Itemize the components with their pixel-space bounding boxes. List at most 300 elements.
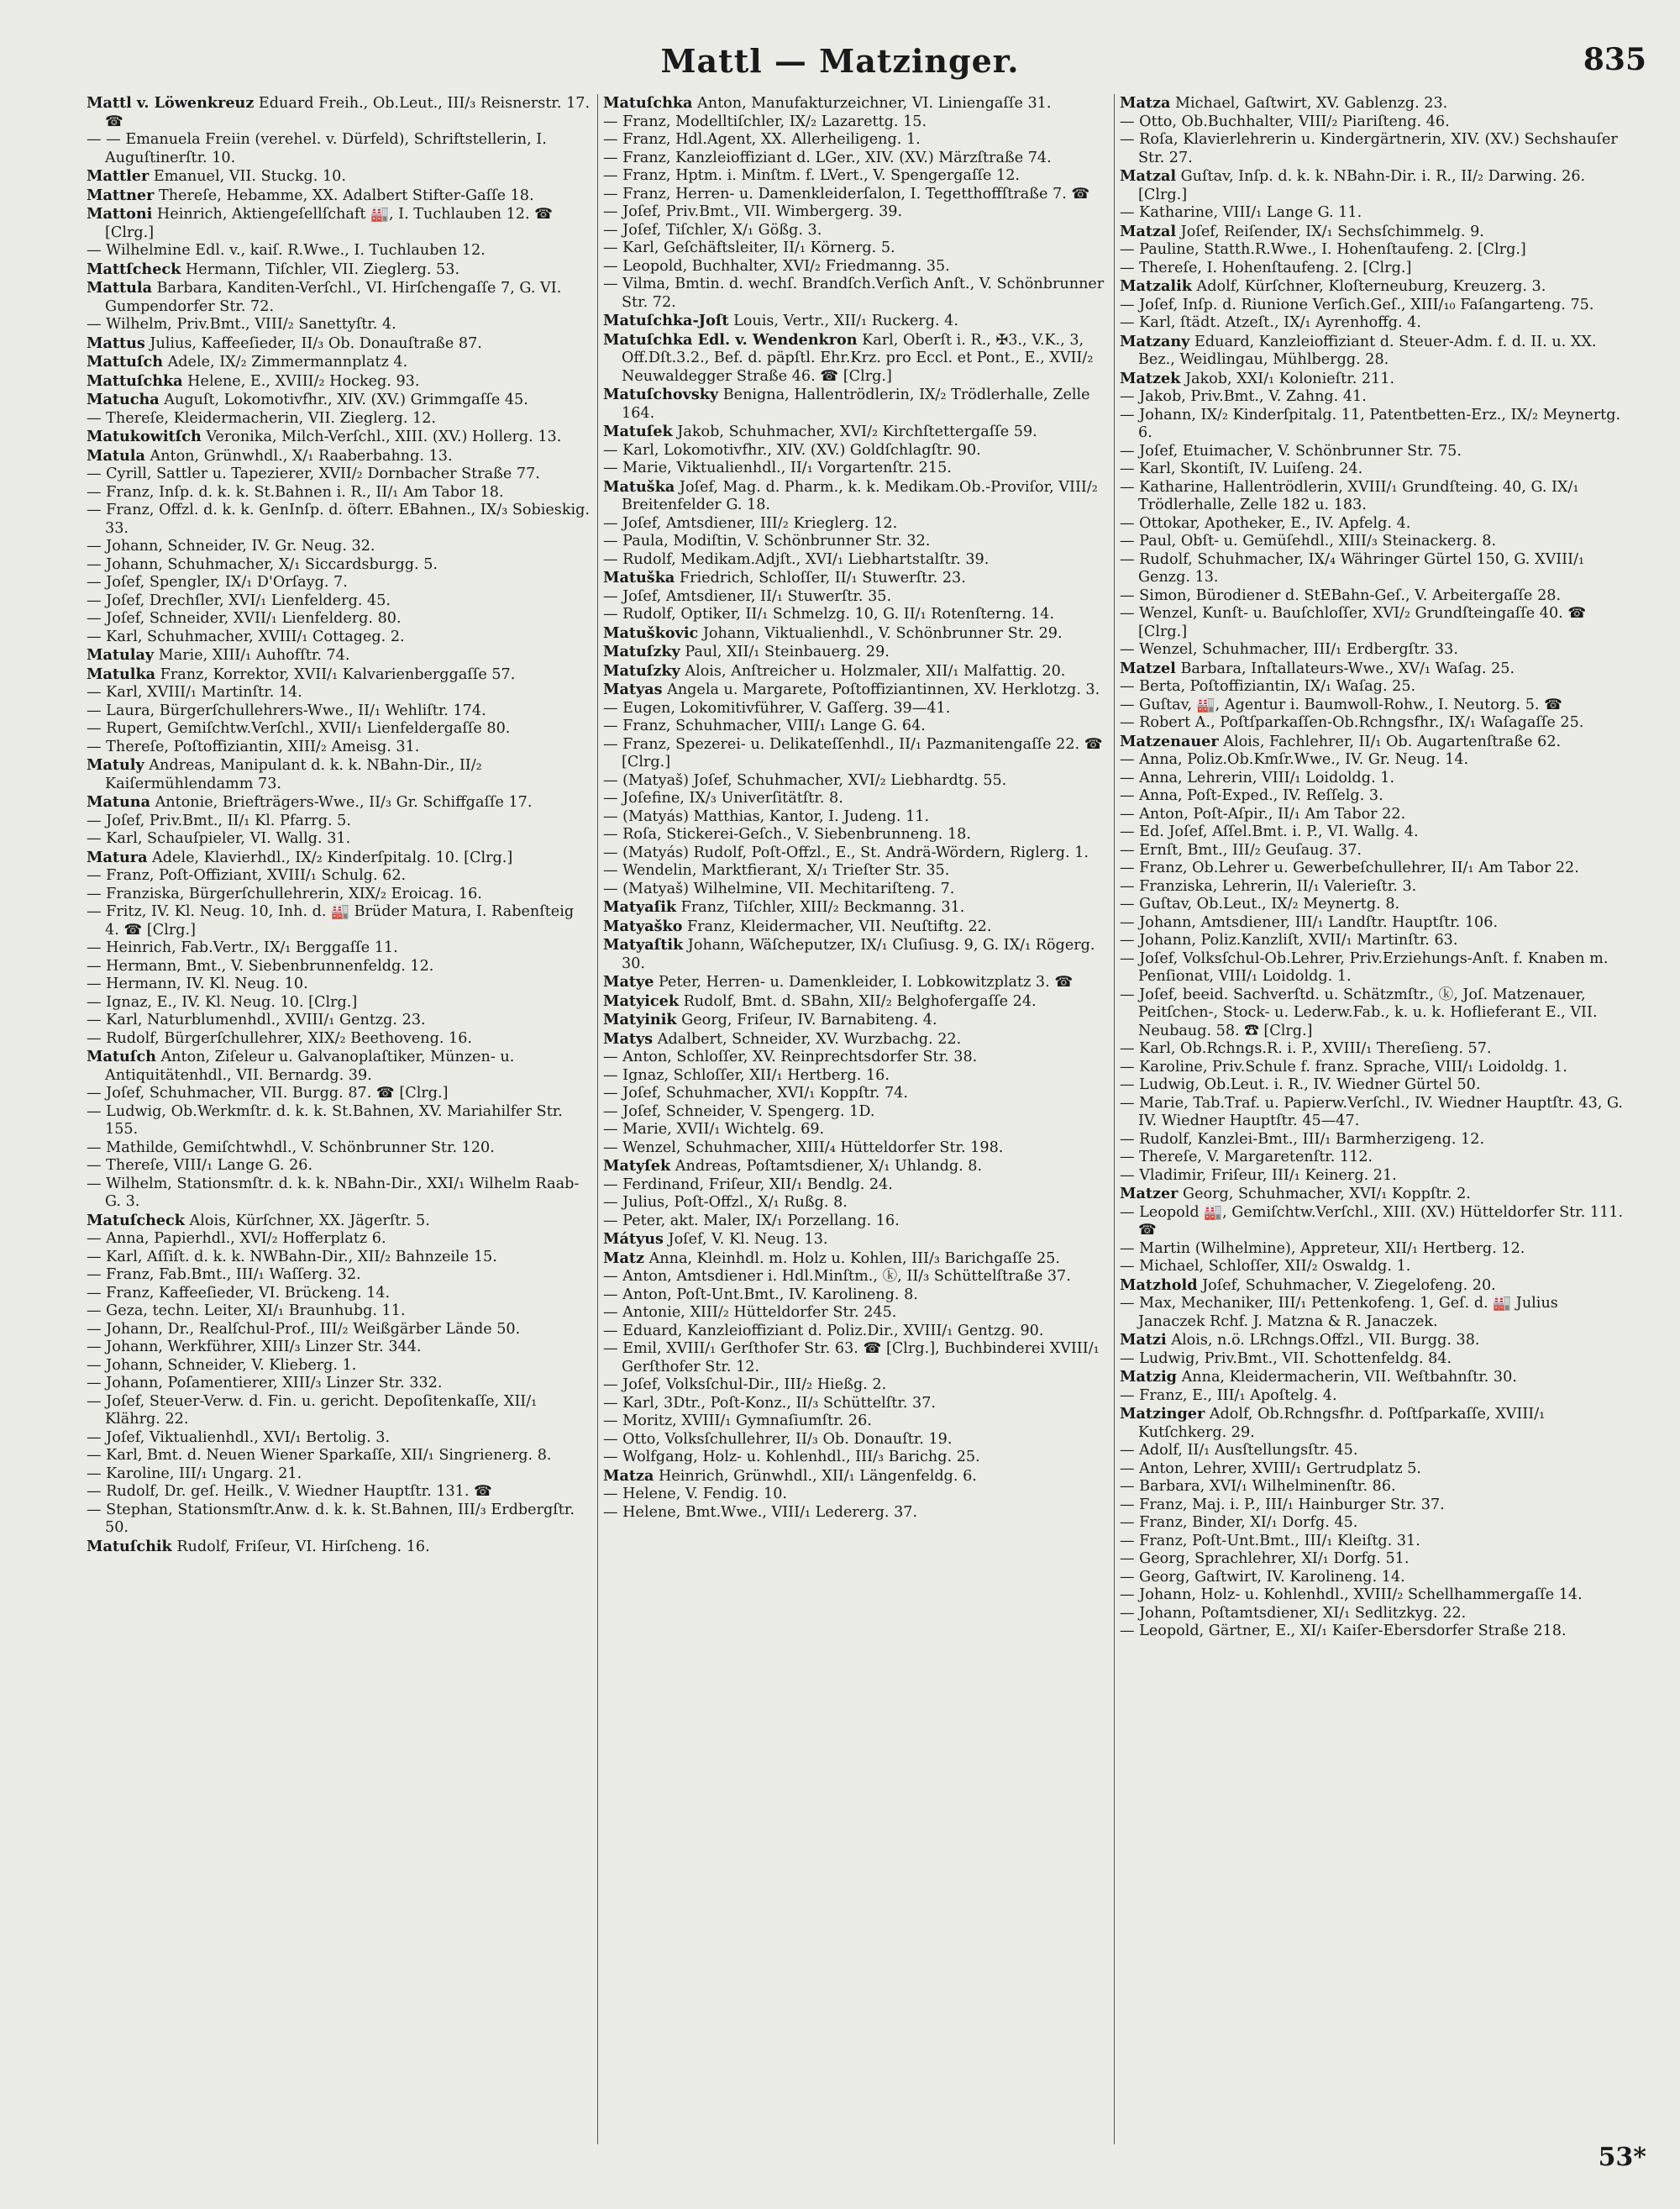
entry-text: — Anna, Poſt-Exped., IV. Reſſelg. 3. — [1120, 787, 1383, 804]
directory-entry — [603, 1011, 1107, 1030]
entry-text: — Eugen, Lokomitivführer, V. Gaſſerg. 39—41. — [603, 699, 951, 717]
directory-entry — [87, 353, 591, 372]
directory-entry — [87, 1176, 591, 1212]
directory-columns — [0, 94, 1680, 2144]
entry-text: Anton, Grünwhdl., X/₁ Raaberbahng. 13. — [144, 447, 453, 465]
entry-text: — Cyrill, Sattler u. Tapezierer, XVII/₂ Dornbacher Straße 77. — [87, 465, 540, 482]
entry-text: — Joſef, Volksſchul-Ob.Lehrer, Priv.Erziehungs-Anſt. f. Knaben m. Penſionat, VIII/₁ Loidoldg. 1. — [1120, 949, 1609, 985]
directory-entry — [87, 994, 591, 1012]
directory-entry — [603, 736, 1107, 772]
surname-heading: Matulka — [87, 665, 156, 683]
entry-text: Peter, Herren- u. Damenkleider, I. Lobkowitzplatz 3. ☎ — [654, 974, 1074, 991]
directory-entry — [603, 1340, 1107, 1376]
entry-text: — Anton, Amtsdiener i. Hdl.Minſtm., ⓚ, II/₃ Schüttelſtraße 37. — [603, 1268, 1071, 1285]
entry-text: — Franz, Hptm. i. Minſtm. f. LVert., V. Spengergaſſe 12. — [603, 167, 1020, 184]
directory-entry — [1120, 714, 1624, 733]
directory-entry — [87, 646, 591, 665]
entry-text: — Joſef, Etuimacher, V. Schönbrunner Str. 75. — [1120, 442, 1462, 460]
entry-text: — Eduard, Kanzleioffiziant d. Poliz.Dir., XVIII/₁ Gentzg. 90. — [603, 1322, 1044, 1339]
directory-entry — [87, 260, 591, 280]
directory-entry — [603, 973, 1107, 992]
directory-entry — [87, 1357, 591, 1375]
directory-entry — [87, 1302, 591, 1321]
directory-entry — [1120, 1204, 1624, 1240]
entry-text: — Hermann, Bmt., V. Siebenbrunnenfeldg. 12. — [87, 957, 434, 975]
directory-entry — [87, 1339, 591, 1357]
entry-text: Adele, IX/₂ Zimmermannplatz 4. — [163, 354, 408, 371]
entry-text: — Simon, Bürodiener d. StEBahn-Geſ., V. Arbeitergaſſe 28. — [1120, 586, 1562, 604]
directory-entry — [603, 1486, 1107, 1504]
surname-heading: Matuška — [603, 477, 675, 496]
entry-text: — Franz, Maj. i. P., III/₁ Hainburger Str. 37. — [1120, 1496, 1445, 1513]
directory-entry — [87, 428, 591, 447]
entry-text: Alois, Anſtreicher u. Holzmaler, XII/₁ Malfattig. 20. — [680, 662, 1066, 680]
directory-entry — [1120, 1533, 1624, 1551]
surname-heading: Matula — [87, 446, 145, 465]
surname-heading: Matzany — [1120, 332, 1190, 350]
surname-heading: Matuſchka-Joſt — [603, 312, 729, 329]
surname-heading: Mátyus — [603, 1230, 664, 1248]
entry-text: — Rudolf, Optiker, II/₁ Schmelzg. 10, G. II/₁ Rotenſterng. 14. — [603, 606, 1055, 623]
directory-entry — [603, 386, 1107, 423]
directory-entry — [87, 167, 591, 187]
directory-entry — [603, 1230, 1107, 1249]
directory-entry — [603, 844, 1107, 863]
entry-text: — Anna, Lehrerin, VIII/₁ Loidoldg. 1. — [1120, 769, 1395, 786]
entry-text: — Joſef, Steuer-Verw. d. Fin. u. gericht. Depoſitenkaſſe, XII/₁ Klährg. 22. — [87, 1392, 538, 1428]
surname-heading: Matyinik — [603, 1011, 677, 1028]
directory-entry — [1120, 950, 1624, 986]
entry-text: Antonie, Briefträgers-Wwe., II/₃ Gr. Schiffgaſſe 17. — [150, 794, 533, 811]
surname-heading: Matza — [603, 1466, 654, 1485]
entry-text: Johann, Wäſcheputzer, IX/₁ Cluſiusg. 9, G. IX/₁ Rögerg. 30. — [622, 937, 1095, 972]
surname-heading: Matzinger — [1120, 1405, 1205, 1423]
entry-text: — Anton, Poſt-Aſpir., II/₁ Am Tabor 22. — [1120, 805, 1406, 823]
entry-text: — Franz, Schuhmacher, VIII/₁ Lange G. 64. — [603, 718, 926, 734]
entry-text: Andreas, Manipulant d. k. k. NBahn-Dir., II/₂ Kaiſermühlendamm 73. — [105, 757, 482, 792]
entry-text: — Ludwig, Ob.Leut. i. R., IV. Wiedner Gürtel 50. — [1120, 1076, 1481, 1093]
entry-text: — Johann, Poliz.Kanzliſt, XVII/₁ Martinſtr. 63. — [1120, 932, 1458, 949]
entry-text: — Paula, Modiſtin, V. Schönbrunner Str. 32. — [603, 533, 931, 550]
directory-entry — [1120, 1295, 1624, 1331]
entry-text: Auguſt, Lokomotivfhr., XIV. (XV.) Grimmgaſſe 45. — [159, 392, 528, 408]
entry-text: — Geza, techn. Leiter, XI/₁ Braunhubg. 11. — [87, 1302, 406, 1319]
column-left — [87, 94, 591, 2144]
directory-entry — [87, 813, 591, 831]
entry-text: — Karl, Schauſpieler, VI. Wallg. 31. — [87, 830, 351, 847]
entry-text: — Joſef, Priv.Bmt., II/₁ Kl. Pfarrg. 5. — [87, 812, 351, 829]
entry-text: — Karl, Bmt. d. Neuen Wiener Sparkaſſe, XII/₁ Singrienerg. 8. — [87, 1447, 552, 1464]
surname-heading: Matuſch — [87, 1048, 156, 1065]
directory-entry — [1120, 1569, 1624, 1587]
surname-heading: Matuškovic — [603, 623, 699, 642]
entry-text: Barbara, Inſtallateurs-Wwe., XV/₁ Waſag. 25. — [1175, 660, 1515, 677]
entry-text: — Wolfgang, Holz- u. Kohlenhdl., III/₃ Barichg. 25. — [603, 1449, 980, 1465]
entry-text: Marie, XIII/₁ Auhofſtr. 74. — [154, 647, 350, 664]
directory-entry — [603, 478, 1107, 515]
directory-entry — [87, 574, 591, 592]
surname-heading: Matzalik — [1120, 277, 1192, 295]
page-number: 835 — [1583, 42, 1646, 77]
surname-heading: Matyaško — [603, 917, 683, 935]
entry-text: — Joſef, Inſp. d. Riunione Verſich.Geſ., XIII/₁₀ Faſangarteng. 75. — [1120, 296, 1594, 313]
entry-text: Julius, Kaffeeſieder, II/₃ Ob. Donauſtraße 87. — [144, 334, 482, 352]
entry-text: Heinrich, Aktiengeſellſchaft 🏭, I. Tuchlauben 12. ☎ [Clrg.] — [105, 206, 554, 241]
directory-entry — [1120, 1460, 1624, 1479]
entry-text: — Franz, Hdl.Agent, XX. Allerheiligeng. 1. — [603, 131, 921, 148]
directory-entry — [87, 372, 591, 392]
directory-entry — [603, 772, 1107, 791]
entry-text: — Johann, Schneider, V. Klieberg. 1. — [87, 1356, 357, 1374]
directory-entry — [603, 569, 1107, 588]
directory-entry — [87, 592, 591, 611]
directory-entry — [87, 756, 591, 793]
entry-text: Anna, Kleinhdl. m. Holz u. Kohlen, III/₃ Barichgaſſe 25. — [644, 1249, 1060, 1267]
entry-text: — Wenzel, Kunſt- u. Bauſchloſſer, XVI/₂ Grundſteingaſſe 40. ☎ [Clrg.] — [1120, 605, 1587, 640]
directory-entry — [603, 1376, 1107, 1395]
directory-entry — [1120, 823, 1624, 842]
directory-entry — [603, 1249, 1107, 1269]
directory-entry — [1120, 1623, 1624, 1641]
entry-text: — Johann, Amtsdiener, III/₁ Landſtr. Hauptſtr. 106. — [1120, 913, 1499, 931]
entry-text: Alois, n.ö. LRchngs.Offzl., VII. Burgg. 38. — [1166, 1332, 1480, 1349]
directory-entry — [87, 1447, 591, 1465]
entry-text: Thereſe, Hebamme, XX. Adalbert Stifter-Gaſſe 18. — [154, 187, 534, 204]
directory-entry — [87, 939, 591, 958]
directory-entry — [603, 643, 1107, 662]
entry-text: — Thereſe, Poſtoffiziantin, XIII/₂ Ameisg. 31. — [87, 738, 420, 755]
surname-heading: Mattner — [87, 186, 155, 204]
directory-entry — [603, 1504, 1107, 1523]
entry-text: — Fritz, IV. Kl. Neug. 10, Inh. d. 🏭 Brüder Matura, I. Rabenſteig 4. ☎ [Clrg.] — [87, 903, 575, 939]
directory-entry — [1120, 443, 1624, 461]
entry-text: — Karl, Skontiſt, IV. Luiſeng. 24. — [1120, 460, 1363, 477]
directory-entry — [87, 1212, 591, 1231]
directory-entry — [603, 898, 1107, 918]
entry-text: — Karl, Aſſiſt. d. k. k. NWBahn-Dir., XII/₂ Bahnzeile 15. — [87, 1248, 497, 1265]
directory-entry — [87, 1157, 591, 1176]
directory-entry — [1120, 1514, 1624, 1533]
directory-entry — [1120, 806, 1624, 824]
directory-entry — [603, 1449, 1107, 1467]
entry-text: — Johann, Werkführer, XIII/₃ Linzer Str. 344. — [87, 1339, 422, 1355]
entry-text: — Joſef, Volksſchul-Dir., III/₂ Hießg. 2. — [603, 1376, 887, 1393]
surname-heading: Mattler — [87, 167, 150, 185]
directory-entry — [1120, 1149, 1624, 1167]
column-middle — [603, 94, 1107, 2144]
entry-text: — Joſefine, IX/₃ Univerſitätſtr. 8. — [603, 790, 843, 807]
surname-heading: Matzi — [1120, 1331, 1167, 1349]
entry-text: — Franz, Kaffeeſieder, VI. Brückeng. 14. — [87, 1284, 391, 1302]
surname-heading: Matuſek — [603, 423, 673, 440]
surname-heading: Matuſchovsky — [603, 386, 719, 403]
entry-text: — Wendelin, Marktfierant, X/₁ Trieſter Str. 35. — [603, 862, 950, 879]
entry-text: Louis, Vertr., XII/₁ Ruckerg. 4. — [728, 313, 958, 329]
entry-text: — Anna, Papierhdl., XVI/₂ Hofferplatz 6. — [87, 1230, 386, 1247]
directory-entry — [603, 94, 1107, 113]
entry-text: — Berta, Poſtoffiziantin, IX/₁ Waſag. 25. — [1120, 678, 1416, 695]
entry-text: — Antonie, XIII/₂ Hütteldorfer Str. 245. — [603, 1304, 897, 1321]
directory-entry — [87, 629, 591, 647]
directory-entry — [87, 94, 591, 131]
entry-text: — Ignaz, Schloſſer, XII/₁ Hertberg. 16. — [603, 1066, 890, 1084]
entry-text: — Martin (Wilhelmine), Appreteur, XII/₁ Hertberg. 12. — [1120, 1239, 1525, 1257]
directory-entry — [603, 1412, 1107, 1431]
entry-text: — Ed. Joſef, Aſſel.Bmt. i. P., VI. Wallg. 4. — [1120, 823, 1419, 840]
entry-text: — Otto, Volksſchullehrer, II/₃ Ob. Donauſtr. 19. — [603, 1430, 953, 1448]
entry-text: — Karl, XVIII/₁ Martinſtr. 14. — [87, 684, 302, 701]
directory-entry — [1120, 314, 1624, 333]
entry-text: — Franz, Binder, XI/₁ Dorfg. 45. — [1120, 1514, 1358, 1531]
surname-heading: Matyaſtik — [603, 936, 684, 954]
column-right — [1120, 94, 1624, 2144]
directory-entry — [1120, 678, 1624, 697]
directory-entry — [1120, 1059, 1624, 1077]
entry-text: Rudolf, Bmt. d. SBahn, XII/₂ Belghofergaſſe 24. — [679, 992, 1037, 1010]
surname-heading: Matzek — [1120, 369, 1181, 387]
directory-entry — [1120, 479, 1624, 515]
entry-text: Anton, Ziſeleur u. Galvanoplaſtiker, Münzen- u. Antiquitätenhdl., VII. Bernardg. 39. — [105, 1049, 515, 1084]
entry-text: — Helene, Bmt.Wwe., VIII/₁ Ledererg. 37. — [603, 1503, 918, 1521]
directory-entry — [1120, 1368, 1624, 1387]
directory-entry — [87, 1012, 591, 1030]
entry-text: — (Matyás) Matthias, Kantor, I. Judeng. 11. — [603, 807, 930, 825]
directory-entry — [603, 1395, 1107, 1413]
directory-entry — [87, 205, 591, 242]
directory-entry — [1120, 787, 1624, 806]
entry-text: — Wenzel, Schuhmacher, XIII/₄ Hütteldorfer Str. 198. — [603, 1139, 1004, 1156]
entry-text: Angela u. Margarete, Poſtoffiziantinnen, XV. Herklotzg. 3. — [662, 681, 1100, 698]
entry-text: — Joſef, Amtsdiener, II/₁ Stuwerſtr. 35. — [603, 587, 892, 605]
surname-heading: Matuſchik — [87, 1537, 172, 1555]
entry-text: — Karl, Geſchäftsleiter, II/₁ Körnerg. 5. — [603, 239, 895, 256]
surname-heading: Matuška — [603, 569, 675, 586]
directory-entry — [87, 556, 591, 575]
directory-entry — [87, 1139, 591, 1158]
directory-entry — [603, 718, 1107, 736]
entry-text: Eduard Freih., Ob.Leut., III/₃ Reisnerstr. 17. ☎ — [105, 95, 591, 130]
entry-text: Georg, Schuhmacher, XVI/₁ Koppſtr. 2. — [1178, 1186, 1471, 1202]
entry-text: Veronika, Milch-Verſchl., XIII. (XV.) Hollerg. 13. — [201, 429, 562, 445]
entry-text: — Georg, Sprachlehrer, XI/₁ Dorfg. 51. — [1120, 1550, 1410, 1567]
entry-text: Jakob, XXI/₁ Kolonieſtr. 211. — [1180, 370, 1395, 387]
entry-text: — Johann, Schneider, IV. Gr. Neug. 32. — [87, 538, 375, 555]
directory-entry — [603, 312, 1107, 331]
entry-text: — Rudolf, Bürgerſchullehrer, XIX/₂ Beethoveng. 16. — [87, 1029, 473, 1047]
directory-entry — [603, 1139, 1107, 1158]
entry-text: Friedrich, Schloſſer, II/₁ Stuwerſtr. 23. — [675, 570, 966, 586]
entry-text: Joſef, Schuhmacher, V. Ziegelofeng. 20. — [1197, 1276, 1496, 1294]
entry-text: — Joſef, Schneider, V. Spengerg. 1D. — [603, 1102, 875, 1120]
directory-entry — [603, 551, 1107, 570]
entry-text: — Marie, XVII/₁ Wichtelg. 69. — [603, 1121, 825, 1138]
directory-entry — [603, 1067, 1107, 1086]
entry-text: Franz, Tiſchler, XIII/₂ Beckmanng. 31. — [676, 899, 965, 916]
directory-entry — [1120, 896, 1624, 914]
directory-entry — [1120, 587, 1624, 606]
entry-text: — Joſef, Drechſler, XVI/₁ Lienfelderg. 45. — [87, 592, 391, 609]
entry-text: — Wenzel, Schuhmacher, III/₁ Erdbergſtr. 33. — [1120, 641, 1458, 658]
entry-text: — Anton, Schloſſer, XV. Reinprechtsdorfer Str. 38. — [603, 1049, 978, 1065]
entry-text: — Johann, Holz- u. Kohlenhdl., XVIII/₂ Schellhammergaſſe 14. — [1120, 1586, 1583, 1603]
entry-text: Rudolf, Friſeur, VI. Hirſcheng. 16. — [171, 1538, 430, 1555]
surname-heading: Matuna — [87, 793, 150, 811]
directory-entry — [603, 442, 1107, 460]
surname-heading: Matzer — [1120, 1185, 1179, 1202]
entry-text: — Katharine, Hallentrödlerin, XVIII/₁ Grundſteing. 40, G. IX/₁ Trödlerhalle, Zelle 182 u. 183. — [1120, 478, 1579, 513]
entry-text: — Julius, Poſt-Offzl., X/₁ Rußg. 8. — [603, 1194, 848, 1211]
directory-entry — [603, 662, 1107, 681]
directory-entry — [603, 918, 1107, 937]
directory-entry — [603, 606, 1107, 624]
entry-text: — Helene, V. Fendig. 10. — [603, 1486, 788, 1502]
directory-entry — [603, 862, 1107, 881]
directory-entry — [1120, 551, 1624, 587]
directory-entry — [603, 515, 1107, 534]
entry-text: — Robert A., Poſtſparkaſſen-Ob.Rchngsfhr., IX/₁ Waſagaſſe 25. — [1120, 714, 1584, 731]
directory-entry — [1120, 1095, 1624, 1131]
directory-entry — [1120, 1185, 1624, 1204]
entry-text: — Marie, Tab.Traf. u. Papierw.Verſchl., IV. Wiedner Hauptſtr. 43, G. IV. Wiedner Hauptſtr. 45—47. — [1120, 1094, 1623, 1129]
surname-heading: Matzenauer — [1120, 732, 1219, 750]
directory-entry — [603, 700, 1107, 718]
entry-text: — Rudolf, Schuhmacher, IX/₄ Währinger Gürtel 150, G. XVIII/₁ Genzg. 13. — [1120, 550, 1585, 586]
directory-entry — [87, 867, 591, 886]
directory-entry — [1120, 1442, 1624, 1460]
entry-text: — Moritz, XVIII/₁ Gymnaſiumſtr. 26. — [603, 1412, 872, 1429]
surname-heading: Matzal — [1120, 167, 1177, 185]
entry-text: — Michael, Schloſſer, XII/₂ Oswaldg. 1. — [1120, 1258, 1411, 1275]
directory-entry — [1120, 1076, 1624, 1095]
entry-text: — Franziska, Lehrerin, II/₁ Valerieſtr. 3. — [1120, 877, 1417, 895]
directory-entry — [87, 316, 591, 334]
entry-text: — Rudolf, Medikam.Adjſt., XVI/₁ Liebhartstalſtr. 39. — [603, 550, 990, 568]
surname-heading: Matukowitſch — [87, 428, 202, 445]
surname-heading: Matura — [87, 848, 148, 866]
entry-text: — Marie, Viktualienhdl., II/₁ Vorgartenſtr. 215. — [603, 460, 952, 476]
entry-text: — Roſa, Klavierlehrerin u. Kindergärtnerin, XIV. (XV.) Sechshauſer Str. 27. — [1120, 131, 1618, 166]
directory-entry — [87, 1249, 591, 1267]
directory-entry — [603, 1467, 1107, 1486]
entry-text: — Joſef, Schuhmacher, VII. Burgg. 87. ☎ [Clrg.] — [87, 1085, 449, 1102]
directory-entry — [87, 665, 591, 685]
directory-entry — [87, 1030, 591, 1049]
page-title: Mattl — Matzinger. — [660, 42, 1020, 80]
directory-entry — [1120, 860, 1624, 878]
directory-entry — [1120, 660, 1624, 679]
entry-text: — Ludwig, Priv.Bmt., VII. Schottenfeldg. 84. — [1120, 1349, 1452, 1367]
directory-entry — [603, 1304, 1107, 1323]
surname-heading: Matulay — [87, 646, 155, 664]
directory-entry — [1120, 842, 1624, 860]
directory-entry — [87, 279, 591, 316]
entry-text: Andreas, Poſtamtsdiener, X/₁ Uhlandg. 8. — [670, 1158, 983, 1175]
entry-text: — Ludwig, Ob.Werkmſtr. d. k. k. St.Bahnen, XV. Mariahilfer Str. 155. — [87, 1102, 563, 1138]
entry-text: — Karoline, Priv.Schule f. franz. Sprache, VIII/₁ Loidoldg. 1. — [1120, 1058, 1567, 1076]
entry-text: Franz, Korrektor, XVII/₁ Kalvarienberggaſſe 57. — [155, 665, 516, 683]
surname-heading: Matyicek — [603, 991, 680, 1010]
directory-entry — [1120, 131, 1624, 167]
directory-entry — [603, 1194, 1107, 1212]
entry-text: — Johann, IX/₂ Kinderſpitalg. 11, Patentbetten-Erz., IX/₂ Meynertg. 6. — [1120, 406, 1621, 441]
entry-text: — Leopold, Buchhalter, XVI/₂ Friedmanng. 35. — [603, 257, 950, 275]
entry-text: — (Matyás) Rudolf, Poſt-Offzl., E., St. Andrä-Wördern, Riglerg. 1. — [603, 844, 1089, 861]
entry-text: — Anton, Poſt-Unt.Bmt., IV. Karolineng. 8. — [603, 1286, 918, 1303]
directory-entry — [87, 720, 591, 739]
directory-entry — [603, 258, 1107, 276]
entry-text: — Franz, Kanzleioffiziant d. LGer., XIV. (XV.) Märzſtraße 74. — [603, 149, 1052, 166]
directory-entry — [87, 484, 591, 502]
surname-heading: Mattuſchka — [87, 371, 183, 390]
entry-text: Guſtav, Inſp. d. k. k. NBahn-Dir. i. R., II/₂ Darwing. 26. [Clrg.] — [1138, 168, 1586, 203]
directory-entry — [87, 131, 591, 167]
entry-text: — Rupert, Gemiſchtw.Verſchl., XVII/₁ Lienfeldergaſſe 80. — [87, 720, 511, 737]
entry-text: — Johann, Poſtamtsdiener, XI/₁ Sedlitzkyg. 22. — [1120, 1604, 1467, 1622]
directory-entry — [1120, 932, 1624, 950]
entry-text: — Jakob, Priv.Bmt., V. Zahng. 41. — [1120, 388, 1367, 405]
entry-text: Emanuel, VII. Stuckg. 10. — [149, 168, 346, 185]
directory-entry — [1120, 770, 1624, 788]
entry-text: — Roſa, Stickerei-Geſch., V. Siebenbrunneng. 18. — [603, 826, 971, 843]
entry-text: Adolf, Kürſchner, Kloſterneuburg, Kreuzerg. 3. — [1191, 278, 1546, 295]
surname-heading: Matuſchka — [603, 94, 693, 112]
directory-entry — [1120, 1496, 1624, 1515]
entry-text: — Johann, Poſamentierer, XIII/₃ Linzer Str. 332. — [87, 1375, 443, 1391]
directory-entry — [87, 410, 591, 429]
directory-entry — [603, 222, 1107, 240]
directory-entry — [1120, 333, 1624, 370]
directory-entry — [1120, 751, 1624, 770]
entry-text: Joſef, Mag. d. Pharm., k. k. Medikam.Ob.-Proviſor, VIII/₂ Breitenfelder G. 18. — [622, 478, 1098, 513]
directory-entry — [1120, 370, 1624, 389]
surname-heading: Matuſzky — [603, 661, 680, 680]
surname-heading: Matyaſik — [603, 898, 677, 916]
entry-text: — Joſef, Spengler, IX/₁ D'Orſayg. 7. — [87, 574, 348, 591]
directory-entry — [87, 242, 591, 260]
directory-entry — [87, 1483, 591, 1502]
entry-text: Anton, Manufakturzeichner, VI. Liniengaſſe 31. — [692, 95, 1052, 112]
entry-text: — Leopold, Gärtner, E., XI/₁ Kaiſer-Ebersdorfer Straße 218. — [1120, 1623, 1567, 1639]
entry-text: — Guſtav, Ob.Leut., IX/₂ Meynertg. 8. — [1120, 896, 1400, 913]
entry-text: — Hermann, IV. Kl. Neug. 10. — [87, 976, 308, 992]
entry-text: — Emil, XVIII/₁ Gerſthofer Str. 63. ☎ [Clrg.], Buchbinderei XVIII/₁ Gerſthofer Str. 12. — [603, 1340, 1100, 1375]
surname-heading: Mattſcheck — [87, 260, 181, 278]
entry-text: Jakob, Schuhmacher, XVI/₂ Kirchſtettergaſſe 59. — [672, 423, 1037, 440]
directory-entry — [1120, 1350, 1624, 1369]
directory-entry — [603, 1030, 1107, 1049]
directory-entry — [603, 1121, 1107, 1139]
directory-entry — [87, 1230, 591, 1249]
entry-text: — Thereſe, Kleidermacherin, VII. Zieglerg. 12. — [87, 409, 437, 427]
directory-entry — [603, 1157, 1107, 1176]
entry-text: — Anton, Lehrer, XVIII/₁ Gertrudplatz 5. — [1120, 1460, 1422, 1477]
surname-heading: Matz — [603, 1249, 644, 1267]
directory-entry — [1120, 605, 1624, 641]
entry-text: — Pauline, Statth.R.Wwe., I. Hohenſtaufeng. 2. [Clrg.] — [1120, 241, 1526, 258]
directory-entry — [87, 1393, 591, 1429]
surname-heading: Matys — [603, 1029, 654, 1048]
directory-entry — [87, 1538, 591, 1557]
directory-entry — [1120, 260, 1624, 278]
directory-entry — [603, 1212, 1107, 1231]
surname-heading: Matzal — [1120, 222, 1177, 240]
directory-entry — [1120, 223, 1624, 242]
entry-text: — Wilhelm, Priv.Bmt., VIII/₂ Sanettyſtr. 4. — [87, 316, 396, 333]
entry-text: — Franz, Inſp. d. k. k. St.Bahnen i. R., II/₁ Am Tabor 18. — [87, 483, 504, 501]
entry-text: — Thereſe, VIII/₁ Lange G. 26. — [87, 1157, 313, 1174]
directory-entry — [1120, 641, 1624, 660]
directory-entry — [1120, 1331, 1624, 1350]
